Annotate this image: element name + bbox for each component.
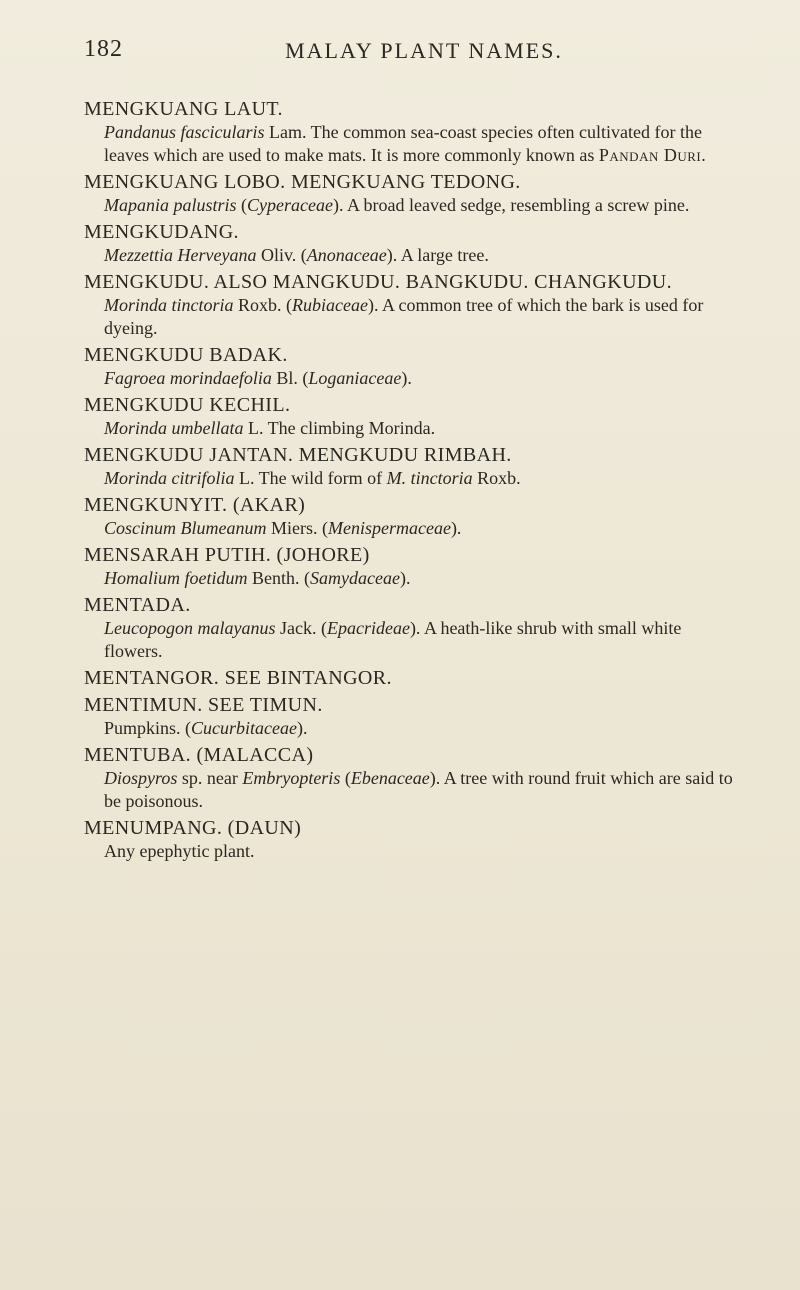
botanical-name: Loganiaceae xyxy=(308,368,402,388)
botanical-name: Leucopogon malayanus xyxy=(104,618,276,638)
botanical-name: Anonaceae xyxy=(306,245,387,265)
dictionary-entry xyxy=(84,816,734,863)
description-text: ). A common tree of which the bark is used for dyeing. xyxy=(104,295,704,338)
entry-headword: MENGKUANG LAUT. xyxy=(84,98,283,120)
description-text: ). A broad leaved sedge, resembling a screw pine. xyxy=(332,195,690,215)
botanical-name: Coscinum Blumeanum xyxy=(104,518,267,538)
description-text: ). xyxy=(297,718,308,738)
entry-description xyxy=(104,417,734,440)
entry-description xyxy=(104,767,734,813)
running-title: MALAY PLANT NAMES. xyxy=(285,38,563,63)
botanical-name: Epacrideae xyxy=(326,618,410,638)
dictionary-entry xyxy=(84,666,734,690)
botanical-name: M. tinctoria xyxy=(386,468,473,488)
botanical-name: Samydaceae xyxy=(310,568,400,588)
entry-description xyxy=(104,567,734,590)
entry-headword: MENTUBA. (MALACCA) xyxy=(84,744,314,766)
dictionary-entry xyxy=(84,220,734,267)
description-text: ). A large tree. xyxy=(386,245,489,265)
description-text: Any epephytic plant. xyxy=(104,841,255,861)
dictionary-entries xyxy=(84,94,734,865)
entry-headword: MENGKUANG LOBO. MENGKUANG TEDONG. xyxy=(84,171,521,193)
dictionary-entry xyxy=(84,97,734,167)
entry-description xyxy=(104,617,734,663)
description-text: ). xyxy=(401,368,412,388)
cross-reference: Pandan Duri. xyxy=(598,145,707,165)
entry-description xyxy=(104,840,734,863)
entry-headword: MENGKUDU. ALSO MANGKUDU. BANGKUDU. CHANGKUDU. xyxy=(84,271,672,293)
description-text: Bl. ( xyxy=(271,368,309,388)
botanical-name: Fagroea morindaefolia xyxy=(104,368,272,388)
botanical-name: Menispermaceae xyxy=(327,518,451,538)
botanical-name: Homalium foetidum xyxy=(104,568,248,588)
description-text: ). A heath-like shrub with small white flowers. xyxy=(104,618,682,661)
description-text: Jack. ( xyxy=(275,618,327,638)
botanical-name: Cucurbitaceae xyxy=(191,718,297,738)
dictionary-entry xyxy=(84,270,734,340)
botanical-name: Mapania palustris xyxy=(104,195,237,215)
entry-headword: MENTANGOR. SEE BINTANGOR. xyxy=(84,667,392,689)
description-text: sp. near xyxy=(177,768,243,788)
description-text: L. The wild form of xyxy=(234,468,387,488)
entry-description xyxy=(104,467,734,490)
description-text: Miers. ( xyxy=(266,518,328,538)
entry-headword: MENGKUDANG. xyxy=(84,221,239,243)
entry-headword: MENSARAH PUTIH. (JOHORE) xyxy=(84,544,370,566)
botanical-name: Rubiaceae xyxy=(292,295,368,315)
running-head xyxy=(84,36,734,66)
entry-headword: MENTADA. xyxy=(84,594,191,616)
dictionary-entry xyxy=(84,693,734,740)
description-text: ). A tree with round fruit which are said to be poisonous. xyxy=(104,768,733,811)
description-text: Lam. The common sea-coast species often cultivated for the leaves which are used to make mats. It is more commonly known as xyxy=(104,122,703,165)
description-text: Pumpkins. ( xyxy=(104,718,192,738)
botanical-name: Mezzettia Herveyana xyxy=(104,245,257,265)
description-text: ). xyxy=(399,568,411,588)
entry-description xyxy=(104,517,734,540)
entry-headword: MENTIMUN. SEE TIMUN. xyxy=(84,694,323,716)
entry-headword: MENGKUDU BADAK. xyxy=(84,344,288,366)
page-number: 182 xyxy=(84,36,123,62)
botanical-name: Cyperaceae xyxy=(247,195,333,215)
botanical-name: Ebenaceae xyxy=(350,768,430,788)
entry-headword: MENGKUDU JANTAN. MENGKUDU RIMBAH. xyxy=(84,444,512,466)
entry-headword: MENGKUDU KECHIL. xyxy=(84,394,291,416)
entry-headword: MENUMPANG. (DAUN) xyxy=(84,817,302,839)
botanical-name: Morinda tinctoria xyxy=(104,295,234,315)
dictionary-entry xyxy=(84,393,734,440)
dictionary-entry xyxy=(84,593,734,663)
dictionary-entry xyxy=(84,493,734,540)
description-text: Roxb. xyxy=(472,468,521,488)
entry-description xyxy=(104,367,734,390)
description-text: Benth. ( xyxy=(247,568,310,588)
entry-description xyxy=(104,121,734,167)
description-text: ( xyxy=(236,195,248,215)
entry-description xyxy=(104,244,734,267)
dictionary-entry xyxy=(84,743,734,813)
dictionary-entry xyxy=(84,343,734,390)
description-text: Oliv. ( xyxy=(256,245,307,265)
botanical-name: Morinda citrifolia xyxy=(104,468,235,488)
entry-headword: MENGKUNYIT. (AKAR) xyxy=(84,494,306,516)
botanical-name: Morinda umbellata xyxy=(104,418,244,438)
entry-description xyxy=(104,294,734,340)
dictionary-entry xyxy=(84,170,734,217)
description-text: L. The climbing Morinda. xyxy=(243,418,436,438)
description-text: Roxb. ( xyxy=(233,295,292,315)
botanical-name: Pandanus fascicularis xyxy=(104,122,265,142)
entry-description xyxy=(104,194,734,217)
entry-description xyxy=(104,717,734,740)
botanical-name: Embryopteris xyxy=(242,768,341,788)
botanical-name: Diospyros xyxy=(104,768,178,788)
dictionary-entry xyxy=(84,443,734,490)
description-text: ( xyxy=(340,768,351,788)
description-text: ). xyxy=(450,518,462,538)
dictionary-entry xyxy=(84,543,734,590)
